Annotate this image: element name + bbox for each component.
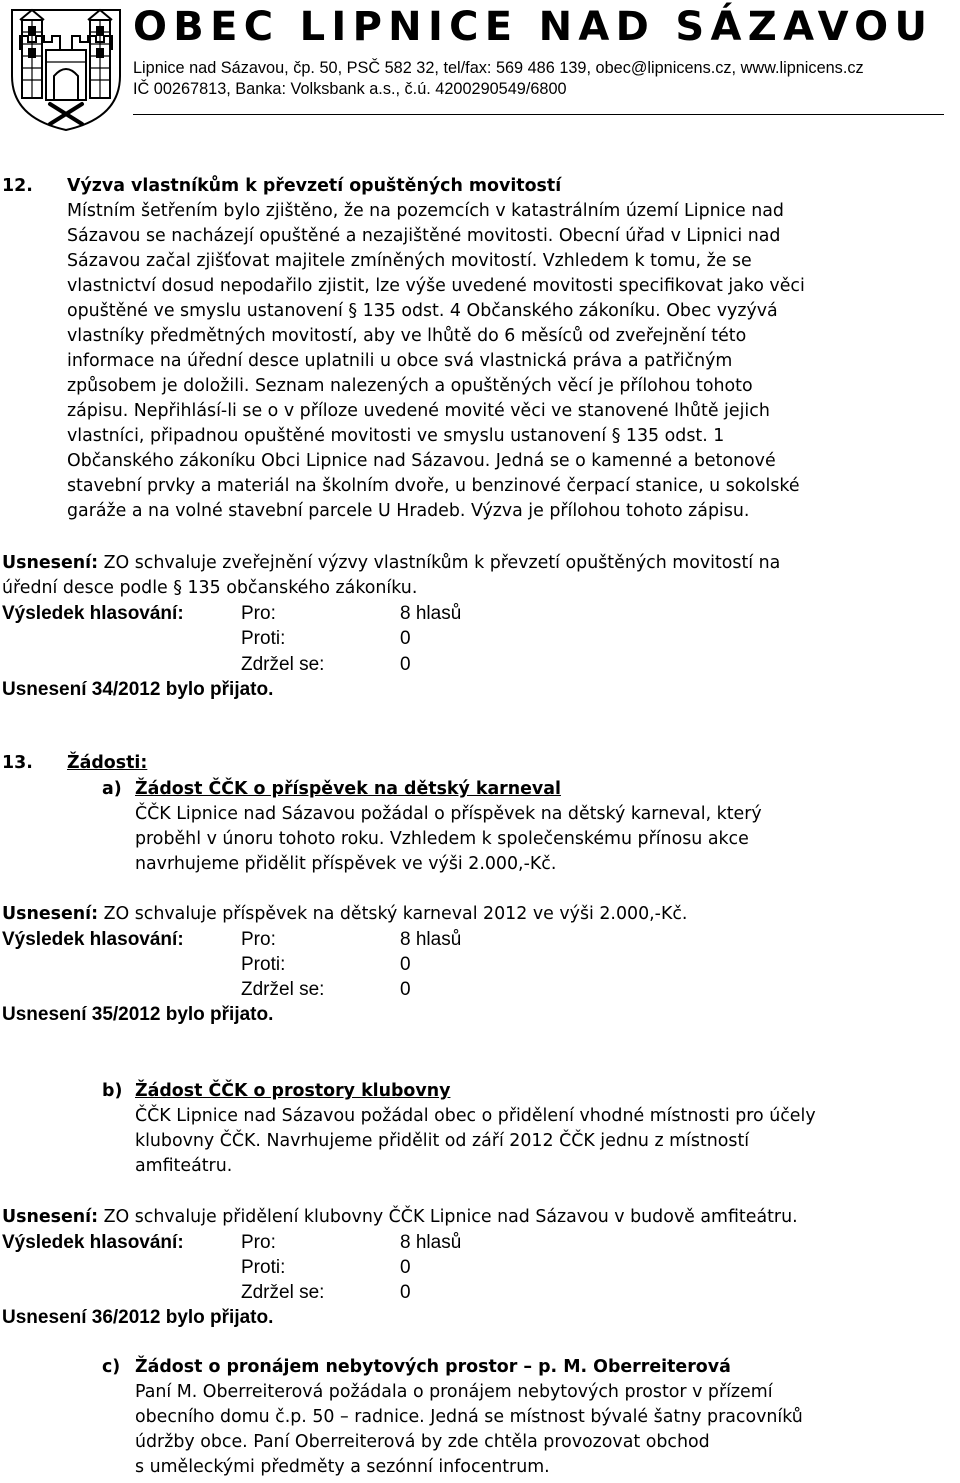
section-body: [67, 199, 805, 524]
vote-pro-value: 8 hlasů: [400, 929, 462, 950]
vote-abstain-label: Zdržel se:: [241, 979, 325, 1000]
body-line: klubovny ČČK. Navrhujeme přidělit od září 2012 ČČK jednu z místností: [135, 1131, 750, 1151]
body-line: ČČK Lipnice nad Sázavou požádal obec o přidělení vhodné místnosti pro účely: [135, 1106, 816, 1126]
vote-proti-value: 0: [400, 1257, 411, 1278]
vote-pro-label: Pro:: [241, 603, 276, 624]
vote-proti-value: 0: [400, 628, 411, 649]
resolution-result: Usnesení 34/2012 bylo přijato.: [2, 679, 274, 700]
item-marker: b): [102, 1081, 123, 1101]
body-line: Sázavou se nacházejí opuštěné a nezajištěné movitosti. Obecní úřad v Lipnici nad: [67, 226, 781, 246]
resolution-text: ZO schvaluje zveřejnění výzvy vlastníkům k převzetí opuštěných movitostí na: [98, 553, 781, 573]
resolution-text: ZO schvaluje příspěvek na dětský karneval 2012 ve výši 2.000,-Kč.: [98, 904, 688, 924]
resolution-label: Usnesení:: [2, 904, 99, 924]
resolution-result: Usnesení 35/2012 bylo přijato.: [2, 1004, 274, 1025]
item-title: Žádost o pronájem nebytových prostor – p. M. Oberreiterová: [135, 1357, 731, 1377]
body-line: vlastníky předmětných movitostí, aby ve lhůtě do 6 měsíců od zveřejnění této: [67, 326, 747, 346]
section-number: 13.: [2, 753, 33, 773]
body-line: amfiteátru.: [135, 1156, 233, 1176]
item-body: [135, 1104, 816, 1179]
resolution-line: [2, 551, 780, 576]
vote-proti-label: Proti:: [241, 628, 286, 649]
body-line: ČČK Lipnice nad Sázavou požádal o příspěvek na dětský karneval, který: [135, 804, 762, 824]
body-line: obecního domu č.p. 50 – radnice. Jedná se místnost bývalé šatny pracovníků: [135, 1407, 803, 1427]
body-line: vlastnictví dosud nepodařilo zjistit, lze výše uvedené movitosti specifikovat jako věci: [67, 276, 805, 296]
vote-abstain-label: Zdržel se:: [241, 654, 325, 675]
resolution-line: úřední desce podle § 135 občanského zákoníku.: [2, 578, 418, 598]
body-line: údržby obce. Paní Oberreiterová by zde chtěla provozovat obchod: [135, 1432, 710, 1452]
body-line: způsobem je doložili. Seznam nalezených a opuštěných věcí je přílohou tohoto: [67, 376, 753, 396]
vote-pro-value: 8 hlasů: [400, 603, 462, 624]
body-line: vlastníci, připadnou opuštěné movitosti ve smyslu ustanovení § 135 odst. 1: [67, 426, 725, 446]
vote-proti-value: 0: [400, 954, 411, 975]
vote-pro-label: Pro:: [241, 929, 276, 950]
body-line: stavební prvky a materiál na školním dvoře, u benzinové čerpací stanice, u sokolské: [67, 476, 800, 496]
vote-pro-value: 8 hlasů: [400, 1232, 462, 1253]
section-title: Výzva vlastníkům k převzetí opuštěných movitostí: [67, 176, 562, 196]
coat-of-arms-icon: [8, 6, 124, 134]
resolution-line: [2, 1205, 798, 1230]
item-title: Žádost ČČK o příspěvek na dětský karneval: [135, 779, 561, 799]
item-marker: c): [102, 1357, 121, 1377]
vote-abstain-value: 0: [400, 979, 411, 1000]
vote-label: Výsledek hlasování:: [2, 603, 184, 624]
vote-abstain-value: 0: [400, 654, 411, 675]
body-line: zápisu. Nepřihlásí-li se o v příloze uvedené movité věci ve stanovené lhůtě jejich: [67, 401, 770, 421]
header-divider: [133, 114, 944, 115]
body-line: s uměleckými předměty a sezónní infocentrum.: [135, 1457, 550, 1477]
body-line: opuštěné ve smyslu ustanovení § 135 odst. 4 Občanského zákoníku. Obec vyzývá: [67, 301, 778, 321]
vote-label: Výsledek hlasování:: [2, 1232, 184, 1253]
body-line: Místním šetřením bylo zjištěno, že na pozemcích v katastrálním území Lipnice nad: [67, 201, 784, 221]
item-title: Žádost ČČK o prostory klubovny: [135, 1081, 451, 1101]
section-title: Žádosti:: [67, 753, 148, 773]
contact-line: Lipnice nad Sázavou, čp. 50, PSČ 582 32, tel/fax: 569 486 139, obec@lipnicens.cz, www.lipnicens.cz: [133, 59, 864, 77]
vote-abstain-label: Zdržel se:: [241, 1282, 325, 1303]
item-body: [135, 802, 762, 877]
body-line: Paní M. Oberreiterová požádala o pronájem nebytových prostor v přízemí: [135, 1382, 773, 1402]
vote-proti-label: Proti:: [241, 954, 286, 975]
resolution-line: [2, 902, 687, 927]
body-line: proběhl v únoru tohoto roku. Vzhledem k společenskému přínosu akce: [135, 829, 749, 849]
municipality-title: OBEC LIPNICE NAD SÁZAVOU: [133, 4, 934, 50]
body-line: navrhujeme přidělit příspěvek ve výši 2.000,-Kč.: [135, 854, 557, 874]
body-line: informace na úřední desce uplatnili u obce svá vlastnická práva a patřičným: [67, 351, 733, 371]
vote-abstain-value: 0: [400, 1282, 411, 1303]
vote-pro-label: Pro:: [241, 1232, 276, 1253]
resolution-result: Usnesení 36/2012 bylo přijato.: [2, 1307, 274, 1328]
body-line: Občanského zákoníku Obci Lipnice nad Sázavou. Jedná se o kamenné a betonové: [67, 451, 776, 471]
vote-label: Výsledek hlasování:: [2, 929, 184, 950]
item-marker: a): [102, 779, 122, 799]
resolution-label: Usnesení:: [2, 1207, 99, 1227]
resolution-label: Usnesení:: [2, 553, 99, 573]
body-line: Sázavou začal zjišťovat majitele zmíněných movitostí. Vzhledem k tomu, že se: [67, 251, 752, 271]
item-body: [135, 1380, 803, 1480]
body-line: garáže a na volné stavební parcele U Hradeb. Výzva je přílohou tohoto zápisu.: [67, 501, 750, 521]
section-number: 12.: [2, 176, 33, 196]
vote-proti-label: Proti:: [241, 1257, 286, 1278]
resolution-text: ZO schvaluje přidělení klubovny ČČK Lipnice nad Sázavou v budově amfiteátru.: [98, 1207, 798, 1227]
bank-line: IČ 00267813, Banka: Volksbank a.s., č.ú. 4200290549/6800: [133, 80, 567, 98]
